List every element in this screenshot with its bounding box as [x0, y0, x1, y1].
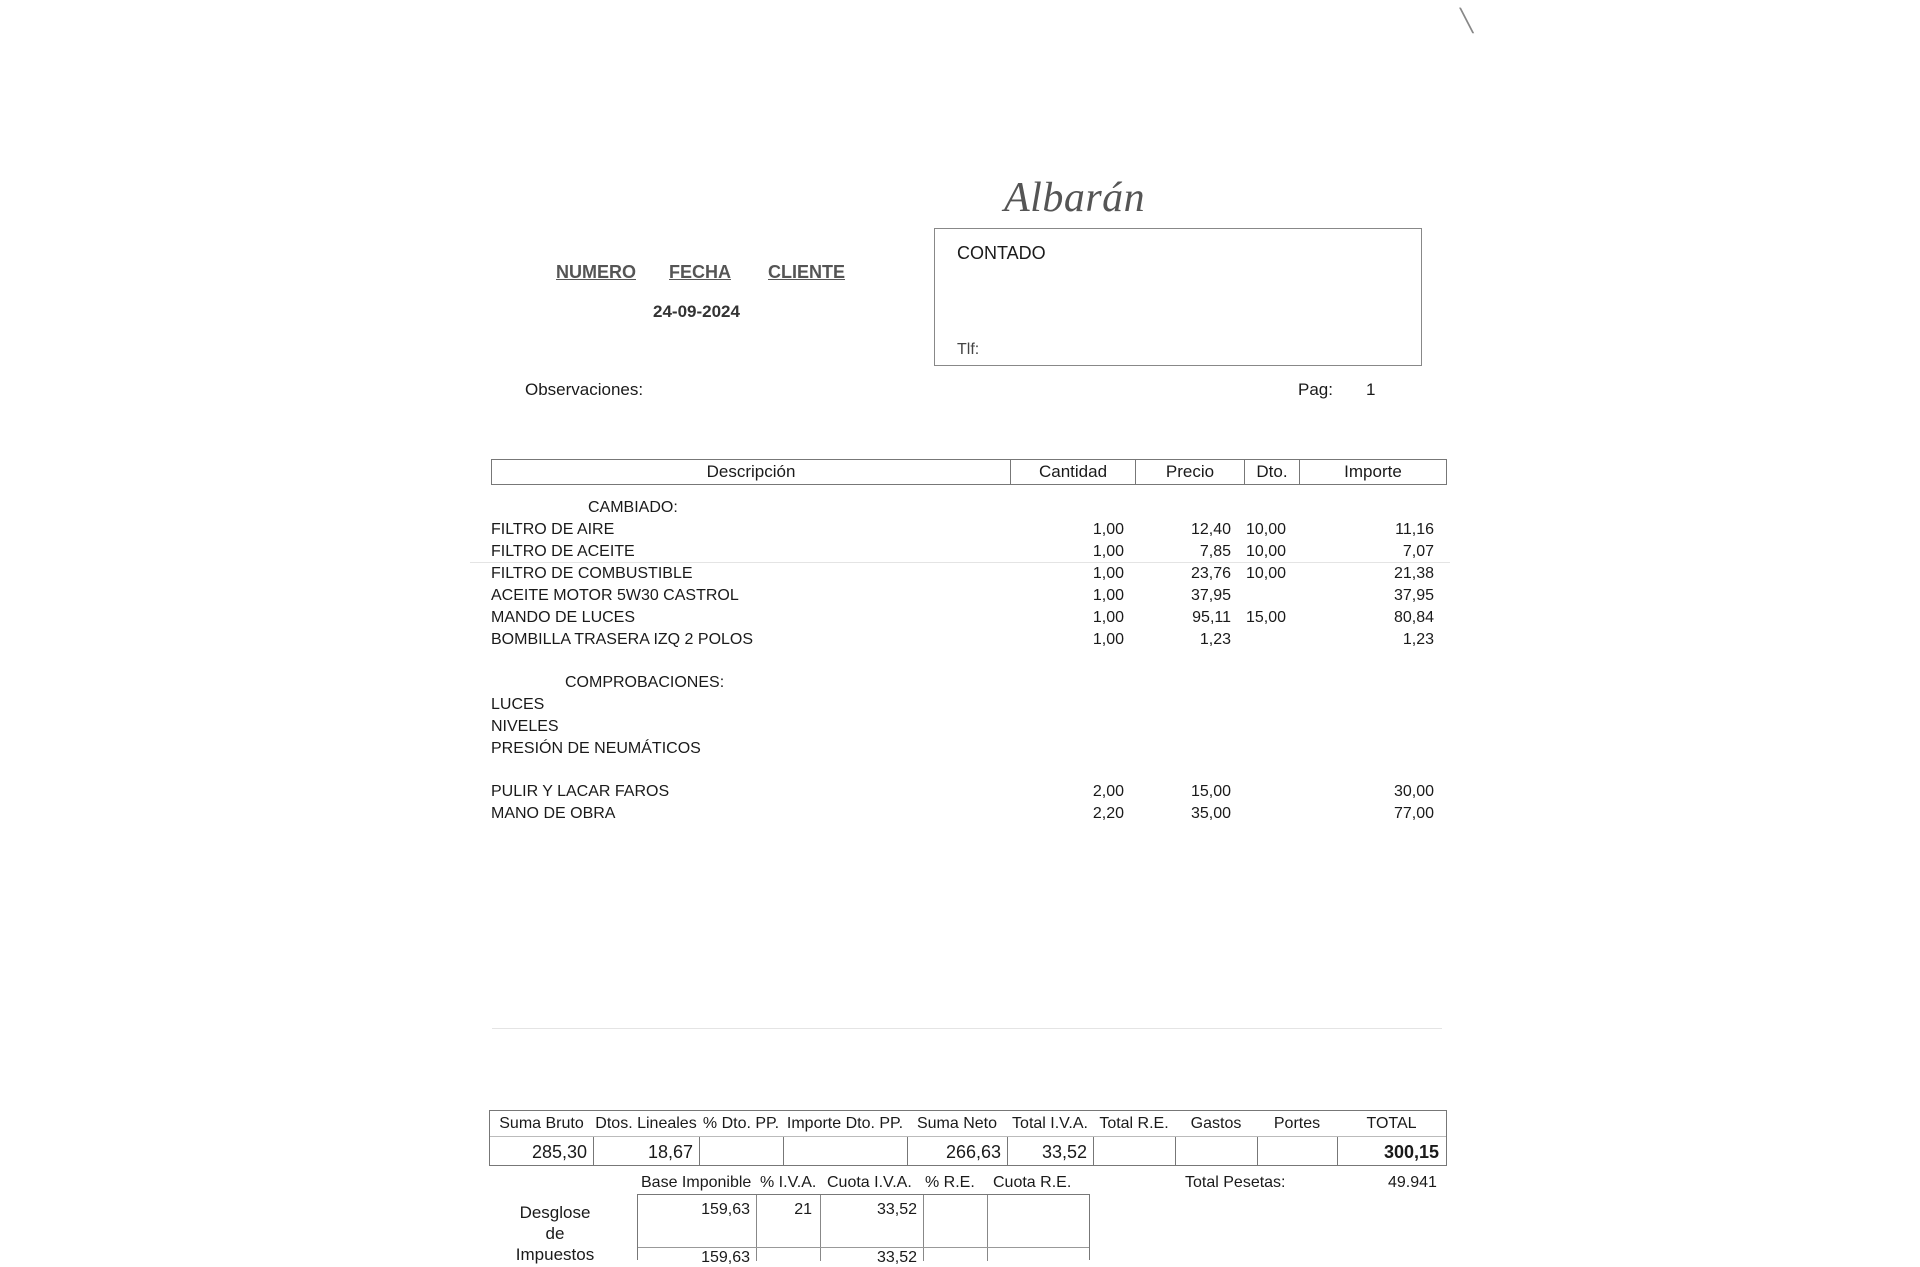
item-precio: 37,95 — [1190, 587, 1231, 604]
tax-breakdown-box — [637, 1194, 1090, 1266]
total-value: 300,15 — [1383, 1142, 1439, 1162]
items-table-header — [491, 459, 1447, 485]
tax-header: % I.V.A. — [760, 1174, 817, 1191]
check-item: NIVELES — [491, 718, 559, 735]
header-fecha-label: FECHA — [669, 262, 731, 282]
cuota-iva-value: 33,52 — [876, 1201, 917, 1218]
list-item — [0, 696, 1920, 718]
check-item: LUCES — [491, 696, 545, 713]
client-name: CONTADO — [957, 243, 1046, 263]
col-descripcion: Descripción — [706, 462, 796, 481]
table-row — [0, 565, 1920, 587]
totals-header: Dtos. Lineales — [595, 1115, 697, 1132]
scan-mark: ╲ — [1460, 8, 1474, 33]
item-importe: 77,00 — [1393, 805, 1434, 822]
list-item — [0, 740, 1920, 762]
cuota-iva-total: 33,52 — [876, 1249, 917, 1266]
item-description: PULIR Y LACAR FAROS — [491, 783, 670, 800]
header-numero-label: NUMERO — [556, 262, 636, 282]
desglose-label — [500, 1202, 610, 1265]
table-row — [0, 631, 1920, 653]
item-importe: 11,16 — [1395, 521, 1434, 538]
tax-header: Cuota I.V.A. — [827, 1174, 912, 1191]
document-title: Albarán — [1004, 175, 1146, 221]
item-cantidad: 1,00 — [1092, 565, 1124, 582]
tax-header: Cuota R.E. — [993, 1174, 1072, 1191]
col-dto: Dto. — [1256, 462, 1288, 481]
totals-header: Importe Dto. PP. — [786, 1115, 904, 1132]
tax-divider — [638, 1247, 1089, 1248]
table-row — [0, 609, 1920, 631]
item-cantidad: 2,00 — [1092, 783, 1124, 800]
col-divider — [783, 1137, 784, 1165]
section-comprobaciones: COMPROBACIONES: — [565, 674, 725, 691]
scan-artifact — [492, 1028, 1442, 1029]
item-precio: 23,76 — [1190, 565, 1231, 582]
col-importe: Importe — [1344, 462, 1402, 481]
item-dto: 10,00 — [1245, 521, 1286, 538]
header-cliente-label: CLIENTE — [768, 262, 846, 282]
check-item: PRESIÓN DE NEUMÁTICOS — [491, 740, 701, 757]
table-row — [0, 587, 1920, 609]
col-divider — [699, 1137, 700, 1165]
item-precio: 12,40 — [1190, 521, 1231, 538]
item-cantidad: 1,00 — [1092, 521, 1124, 538]
base-imponible-value: 159,63 — [701, 1201, 750, 1218]
item-cantidad: 1,00 — [1092, 609, 1124, 626]
item-precio: 7,85 — [1199, 543, 1231, 560]
total-iva-value: 33,52 — [1041, 1142, 1087, 1162]
item-precio: 95,11 — [1192, 609, 1231, 626]
page-number: 1 — [1366, 380, 1376, 399]
item-precio: 35,00 — [1190, 805, 1231, 822]
page-label: Pag: — [1298, 380, 1333, 399]
item-cantidad: 1,00 — [1092, 587, 1124, 604]
item-description: FILTRO DE ACEITE — [491, 543, 635, 560]
col-divider — [1175, 1137, 1176, 1165]
item-precio: 1,23 — [1199, 631, 1231, 648]
totals-header: Suma Bruto — [499, 1115, 584, 1132]
item-importe: 1,23 — [1402, 631, 1434, 648]
totals-header: TOTAL — [1366, 1115, 1417, 1132]
section-cambiado: CAMBIADO: — [588, 499, 678, 516]
item-dto: 15,00 — [1245, 609, 1286, 626]
totals-box — [489, 1110, 1447, 1166]
totals-divider — [490, 1136, 1446, 1137]
suma-neto-value: 266,63 — [945, 1142, 1001, 1162]
item-precio: 15,00 — [1190, 783, 1231, 800]
table-row — [0, 805, 1920, 827]
item-importe: 80,84 — [1393, 609, 1434, 626]
item-cantidad: 1,00 — [1092, 631, 1124, 648]
tax-header: Base Imponible — [641, 1174, 752, 1191]
item-importe: 30,00 — [1393, 783, 1434, 800]
totals-header: Total R.E. — [1099, 1115, 1169, 1132]
col-divider — [987, 1195, 988, 1261]
item-cantidad: 2,20 — [1092, 805, 1124, 822]
item-description: FILTRO DE AIRE — [491, 521, 615, 538]
observaciones-label: Observaciones: — [525, 380, 644, 399]
client-box — [934, 228, 1422, 366]
item-description: BOMBILLA TRASERA IZQ 2 POLOS — [491, 631, 754, 648]
item-cantidad: 1,00 — [1092, 543, 1124, 560]
col-divider — [1257, 1137, 1258, 1165]
totals-header: Total I.V.A. — [1012, 1115, 1088, 1132]
item-description: MANDO DE LUCES — [491, 609, 636, 626]
item-dto: 10,00 — [1245, 565, 1286, 582]
desglose-line: Impuestos — [515, 1245, 595, 1264]
col-divider — [1093, 1137, 1094, 1165]
item-description: FILTRO DE COMBUSTIBLE — [491, 565, 693, 582]
fecha-value: 24-09-2024 — [653, 302, 740, 321]
col-divider — [923, 1195, 924, 1261]
desglose-line: de — [545, 1224, 565, 1243]
client-tlf-label: Tlf: — [957, 341, 980, 358]
item-description: ACEITE MOTOR 5W30 CASTROL — [491, 587, 739, 604]
scan-artifact — [470, 562, 1450, 563]
totals-header: Suma Neto — [916, 1115, 998, 1132]
item-description: MANO DE OBRA — [491, 805, 616, 822]
base-imponible-total: 159,63 — [701, 1249, 750, 1266]
desglose-line: Desglose — [519, 1203, 591, 1222]
item-importe: 37,95 — [1393, 587, 1434, 604]
totals-header: % Dto. PP. — [702, 1115, 780, 1132]
table-row — [0, 521, 1920, 543]
pct-iva-value: 21 — [794, 1201, 812, 1218]
totals-header: Portes — [1273, 1115, 1321, 1132]
total-pesetas-value: 49.941 — [1388, 1174, 1437, 1191]
list-item — [0, 718, 1920, 740]
suma-bruto-value: 285,30 — [531, 1142, 587, 1162]
col-cantidad: Cantidad — [1038, 462, 1108, 481]
tax-header: % R.E. — [925, 1174, 975, 1191]
item-importe: 21,38 — [1393, 565, 1434, 582]
table-row — [0, 783, 1920, 805]
col-precio: Precio — [1165, 462, 1215, 481]
item-importe: 7,07 — [1402, 543, 1434, 560]
dtos-lineales-value: 18,67 — [647, 1142, 693, 1162]
totals-header: Gastos — [1190, 1115, 1242, 1132]
item-dto: 10,00 — [1245, 543, 1286, 560]
total-pesetas-label: Total Pesetas: — [1185, 1174, 1286, 1191]
